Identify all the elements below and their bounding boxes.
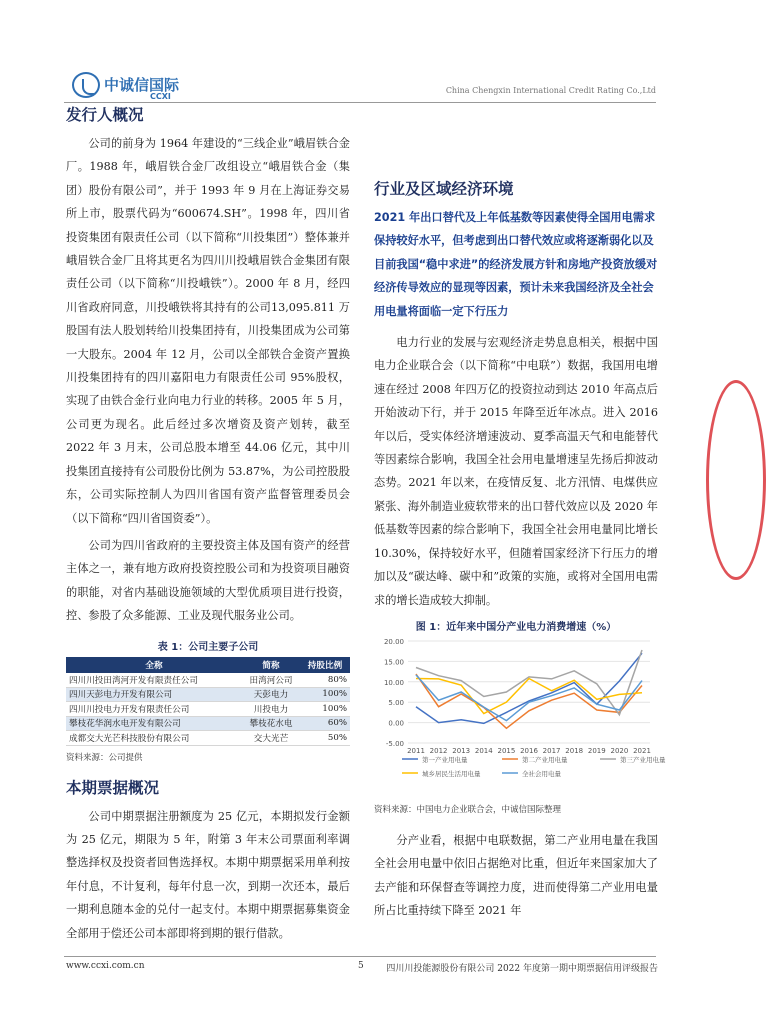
subsidiary-table bbox=[66, 657, 350, 746]
x-tick-label: 2013 bbox=[452, 746, 471, 755]
industry-paragraph-1: 电力行业的发展与宏观经济走势息息相关，根据中国电力企业联合会（以下简称“中电联”）数据，我国用电增速在经过 2008 年四万亿的投资拉动到达 2010 年高点后开始波动下行，并于 2015 年降至近年冰点。进入 2016 年以后，受实体经济增速波动、夏季高温天气和电能替代等因素综合影响，我国全社会用电量增速呈先扬后抑波动态势。2021 年以来，在疫情反复、北方汛情、电煤供应紧张、海外制造业疲软带来的出口替代效应以及 2020 年低基数等因素的综合影响下，我国全社会用电量同比增长 10.30%，保持较好水平，但随着国家经济下行压力的增加以及“碳达峰、碳中和”政策的实施，或将对全国用电需求的增长造成较大抑制。 bbox=[374, 336, 658, 607]
logo-icon bbox=[72, 72, 100, 98]
table-title: 表 1：公司主要子公司 bbox=[157, 641, 259, 653]
x-tick-label: 2019 bbox=[587, 746, 606, 755]
table-header: 持股比例 bbox=[300, 657, 350, 673]
x-tick-label: 2020 bbox=[610, 746, 629, 755]
table-cell: 100% bbox=[300, 687, 350, 702]
table-cell: 100% bbox=[300, 702, 350, 717]
legend-label: 城乡居民生活用电量 bbox=[422, 769, 481, 778]
x-tick-label: 2021 bbox=[633, 746, 651, 755]
table-row bbox=[66, 716, 350, 731]
y-tick-label: 0.00 bbox=[388, 719, 404, 728]
y-tick-label: 15.00 bbox=[383, 658, 404, 667]
table-cell: 天彭电力 bbox=[242, 687, 300, 702]
table-row bbox=[66, 731, 350, 746]
y-tick-label: 10.00 bbox=[383, 678, 404, 687]
table-row bbox=[66, 673, 350, 688]
y-tick-label: 20.00 bbox=[383, 637, 404, 646]
table-cell: 四川川投田湾河开发有限责任公司 bbox=[66, 673, 242, 688]
seal-stamp bbox=[706, 380, 766, 580]
company-english-name: China Chengxin International Credit Rating Co.,Ltd bbox=[445, 86, 656, 95]
header-divider bbox=[64, 102, 656, 103]
table-cell: 50% bbox=[300, 731, 350, 746]
figure-source: 资料来源：中国电力企业联合会，中诚信国际整理 bbox=[374, 804, 562, 815]
right-column bbox=[374, 104, 666, 923]
notes-heading: 本期票据概况 bbox=[66, 778, 160, 797]
table-cell: 交大光芒 bbox=[242, 731, 300, 746]
legend-label: 第二产业用电量 bbox=[522, 755, 568, 764]
notes-paragraph: 公司中期票据注册额度为 25 亿元，本期拟发行金额为 25 亿元，期限为 5 年，附第 3 年末公司票面利率调整选择权及投资者回售选择权。本期中期票据采用单利按年付息，不计复利，每年付息一次，到期一次还本，最后一期利息随本金的兑付一起支付。本期中期票据募集资金全部用于偿还公司本部即将到期的银行借款。 bbox=[66, 809, 350, 940]
x-tick-label: 2012 bbox=[429, 746, 448, 755]
legend-label: 第一产业用电量 bbox=[422, 755, 468, 764]
issuer-paragraph-2: 公司为四川省政府的主要投资主体及国有资产的经营主体之一，兼有地方政府投资控股公司和为投资项目融资的职能，对省内基础设施领域的大型优质项目进行投资，控、参股了众多能源、工业及现代服务业公司。 bbox=[66, 538, 350, 623]
industry-lead: 2021 年出口替代及上年低基数等因素使得全国用电需求保持较好水平，但考虑到出口替代效应或将逐渐弱化以及目前我国“稳中求进”的经济发展方针和房地产投资放缓对经济传导效应的显现等因素，预计未来我国经济及全社会用电量将面临一定下行压力 bbox=[374, 211, 658, 318]
x-tick-label: 2017 bbox=[542, 746, 561, 755]
logo-subtext: CCXI bbox=[150, 92, 171, 101]
y-tick-label: -5.00 bbox=[385, 739, 404, 748]
table-source: 资料来源：公司提供 bbox=[66, 752, 143, 763]
electricity-growth-chart bbox=[374, 635, 666, 795]
table-header-row bbox=[66, 657, 350, 673]
table-cell: 四川天彭电力开发有限公司 bbox=[66, 687, 242, 702]
table-cell: 80% bbox=[300, 673, 350, 688]
footer-divider bbox=[64, 956, 656, 957]
industry-heading: 行业及区域经济环境 bbox=[374, 180, 514, 198]
legend-label: 第三产业用电量 bbox=[620, 755, 666, 764]
footer-website: www.ccxi.com.cn bbox=[66, 961, 145, 971]
figure-title: 图 1：近年来中国分产业电力消费增速（%） bbox=[415, 621, 617, 633]
table-cell: 60% bbox=[300, 716, 350, 731]
page-header bbox=[64, 64, 656, 104]
x-tick-label: 2014 bbox=[474, 746, 493, 755]
table-cell: 攀枝花华润水电开发有限公司 bbox=[66, 716, 242, 731]
table-header: 简称 bbox=[242, 657, 300, 673]
table-cell: 成都交大光芒科技股份有限公司 bbox=[66, 731, 242, 746]
logo-text: 中诚信国际 bbox=[104, 76, 180, 94]
table-header: 全称 bbox=[66, 657, 242, 673]
issuer-heading: 发行人概况 bbox=[66, 106, 144, 124]
x-tick-label: 2016 bbox=[520, 746, 538, 755]
x-tick-label: 2015 bbox=[497, 746, 516, 755]
table-cell: 攀枝花水电 bbox=[242, 716, 300, 731]
left-column bbox=[66, 104, 350, 945]
table-cell: 川投电力 bbox=[242, 702, 300, 717]
table-row bbox=[66, 702, 350, 717]
y-tick-label: 5.00 bbox=[388, 699, 404, 708]
page-number: 5 bbox=[358, 961, 364, 971]
table-row bbox=[66, 687, 350, 702]
table-cell: 四川川投电力开发有限责任公司 bbox=[66, 702, 242, 717]
footer-document-title: 四川川投能源股份有限公司 2022 年度第一期中期票据信用评级报告 bbox=[386, 964, 658, 974]
x-tick-label: 2018 bbox=[565, 746, 584, 755]
series-line bbox=[416, 653, 642, 723]
table-cell: 田湾河公司 bbox=[242, 673, 300, 688]
industry-paragraph-2: 分产业看，根据中电联数据，第二产业用电量在我国全社会用电量中依旧占据绝对比重，但近年来国家加大了去产能和环保督查等调控力度，进而使得第二产业用电量所占比重持续下降至 2021 年 bbox=[374, 833, 658, 918]
legend-label: 全社会用电量 bbox=[522, 769, 561, 778]
x-tick-label: 2011 bbox=[407, 746, 425, 755]
issuer-paragraph-1: 公司的前身为 1964 年建设的“三线企业”峨眉铁合金厂。1988 年，峨眉铁合金厂改组设立“峨眉铁合金（集团）股份有限公司”，并于 1993 年 9 月在上海证券交易所上市，股票代码为“600674.SH”。1998 年，四川省投资集团有限责任公司（以下简称“川投集团”）整体兼并峨眉铁合金厂且将其更名为四川川投峨眉铁合金集团有限责任公司（以下简称“川投峨铁”）。2000 年 8 月，经四川省政府同意，川投峨铁将其持有的公司13,095.811 万股国有法人股划转给川投集团持有，川投集团成为公司第一大股东。2004 年 12 月，公司以全部铁合金资产置换川投集团持有的四川嘉阳电力有限责任公司 95%股权，实现了由铁合金行业向电力行业的转移。2005 年 5 月，公司更为现名。此后经过多次增资及资产划转，截至 2022 年 3 月末，公司总股本增至 44.06 亿元，其中川投集团直接持有公司股份比例为 53.87%，为公司控股股东，公司实际控制人为四川省国有资产监督管理委员会（以下简称“四川省国资委”）。 bbox=[66, 137, 350, 525]
